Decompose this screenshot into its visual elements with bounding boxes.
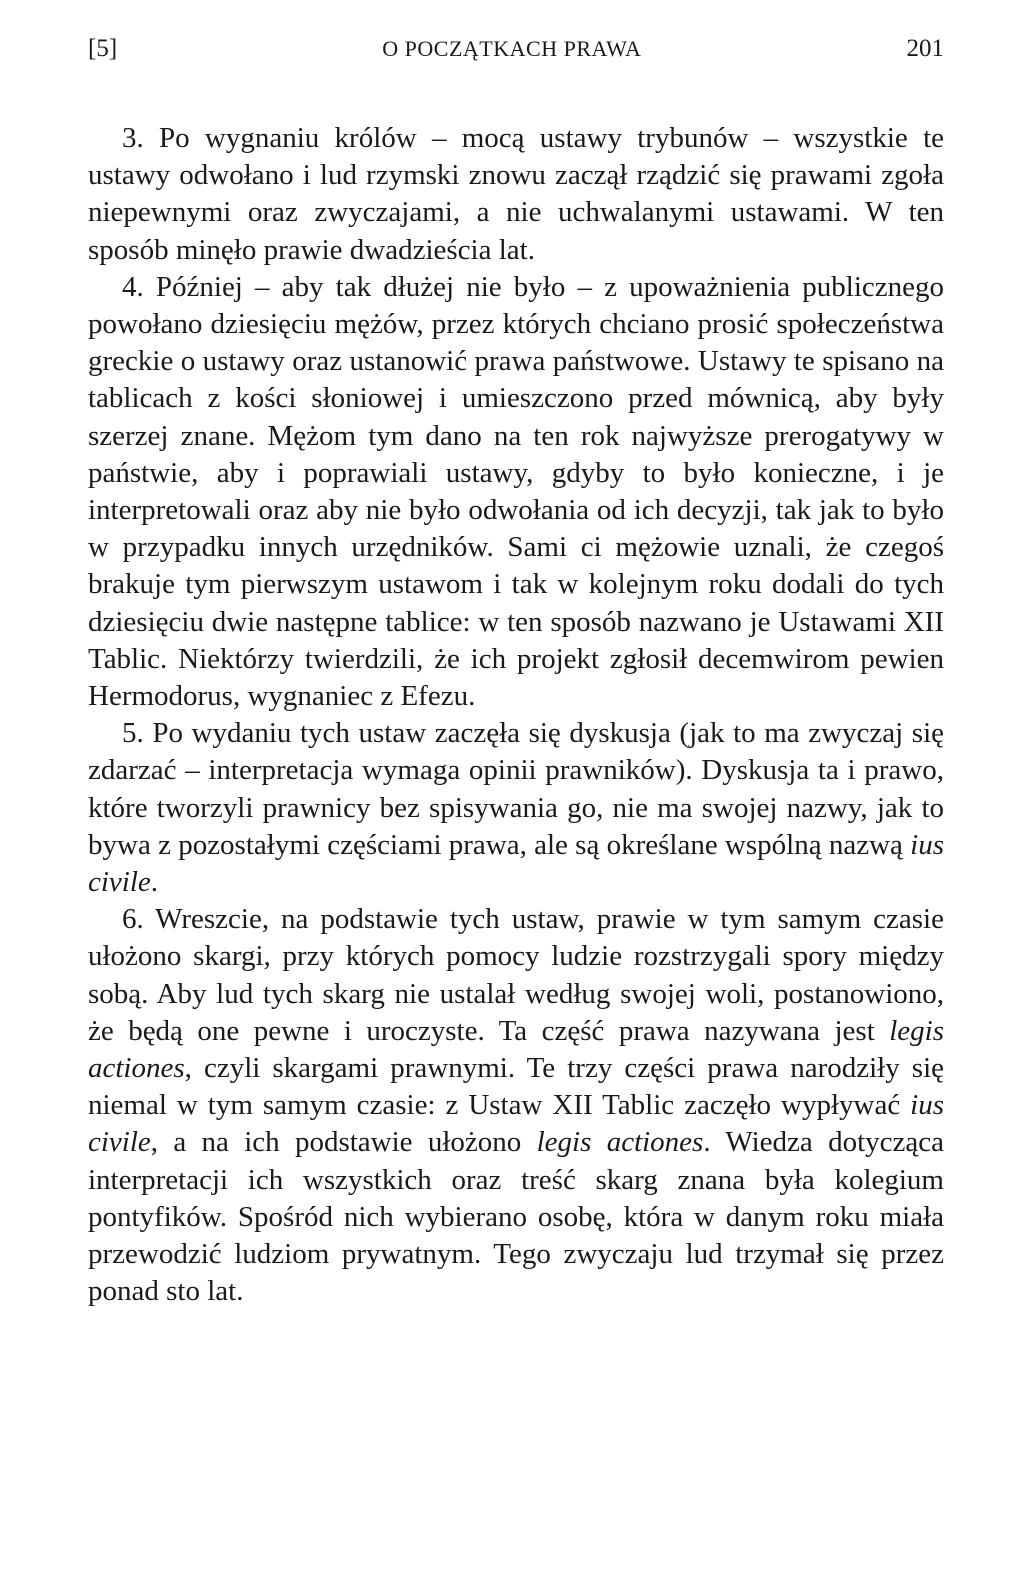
text-segment: . [150, 866, 159, 899]
chapter-title: O POCZĄTKACH PRAWA [382, 36, 642, 61]
book-page [88, 34, 944, 1311]
italic-term: legis actiones [88, 1014, 944, 1085]
text-segment: 6. Wreszcie, na podstawie tych ustaw, prawie w tym samym czasie ułożono skargi, przy których pomocy ludzie rozstrzygali spory między sobą. Aby lud tych skarg nie ustalał według swojej woli, postanowiono, że będą one pewne i uroczyste. Ta część prawa nazywana jest [88, 903, 944, 1047]
paragraph-4 [88, 269, 944, 715]
text-segment: 5. Po wydaniu tych ustaw zaczęła się dyskusja (jak to ma zwyczaj się zdarzać – interpretacja wymaga opinii prawników). Dyskusja ta i prawo, które tworzyli prawnicy bez spisywania go, nie ma swojej nazwy, jak to bywa z pozostałymi częściami prawa, ale są określane wspólną nazwą [88, 717, 944, 861]
text-segment: , a na ich podstawie ułożono [150, 1126, 537, 1159]
paragraph-6 [88, 901, 944, 1310]
text-segment: 3. Po wygnaniu królów – mocą ustawy trybunów – wszystkie te ustawy odwołano i lud rzymski znowu zaczął rządzić się prawami zgoła niepewnymi oraz zwyczajami, a nie uchwalanymi ustawami. W ten sposób minęło prawie dwadzieścia lat. [88, 122, 944, 266]
paragraph-5 [88, 715, 944, 901]
italic-term: legis actiones [536, 1126, 704, 1159]
text-segment: 4. Później – aby tak dłużej nie było – z upoważnienia publicznego powołano dziesięciu mężów, przez których chciano prosić społeczeństwa greckie o ustawy oraz ustanowić prawa państwowe. Ustawy te spisano na tablicach z kości słoniowej i umieszczono przed mównicą, aby były szerzej znane. Mężom tym dano na ten rok najwyższe prerogatywy w państwie, aby i poprawiali ustawy, gdyby to było konieczne, i je interpretowali oraz aby nie było odwołania od ich decyzji, tak jak to było w przypadku innych urzędników. Sami ci mężowie uznali, że czegoś brakuje tym pierwszym ustawom i tak w kolejnym roku dodali do tych dziesięciu dwie następne tablice: w ten sposób nazwano je Ustawami XII Tablic. Niektórzy twierdzili, że ich projekt zgłosił decemwirom pewien Hermodorus, wygnaniec z Efezu. [88, 270, 944, 713]
text-segment: . Wiedza dotycząca interpretacji ich wszystkich oraz treść skarg znana była kolegium pontyfików. Spośród nich wybierano osobę, która w danym roku miała przewodzić ludziom prywatnym. Tego zwyczaju lud trzymał się przez ponad sto lat. [88, 1126, 944, 1308]
body-text [88, 120, 944, 1311]
paragraph-3 [88, 120, 944, 269]
text-segment: , czyli skargami prawnymi. Te trzy części prawa narodziły się niemal w tym samym czasie: z Ustaw XII Tablic zaczęło wypływać [88, 1052, 944, 1122]
running-header [88, 34, 944, 64]
section-number: [5] [88, 35, 118, 62]
page-number: 201 [906, 35, 944, 62]
italic-term: ius civile [88, 1089, 944, 1159]
italic-term: ius civile [88, 828, 944, 899]
